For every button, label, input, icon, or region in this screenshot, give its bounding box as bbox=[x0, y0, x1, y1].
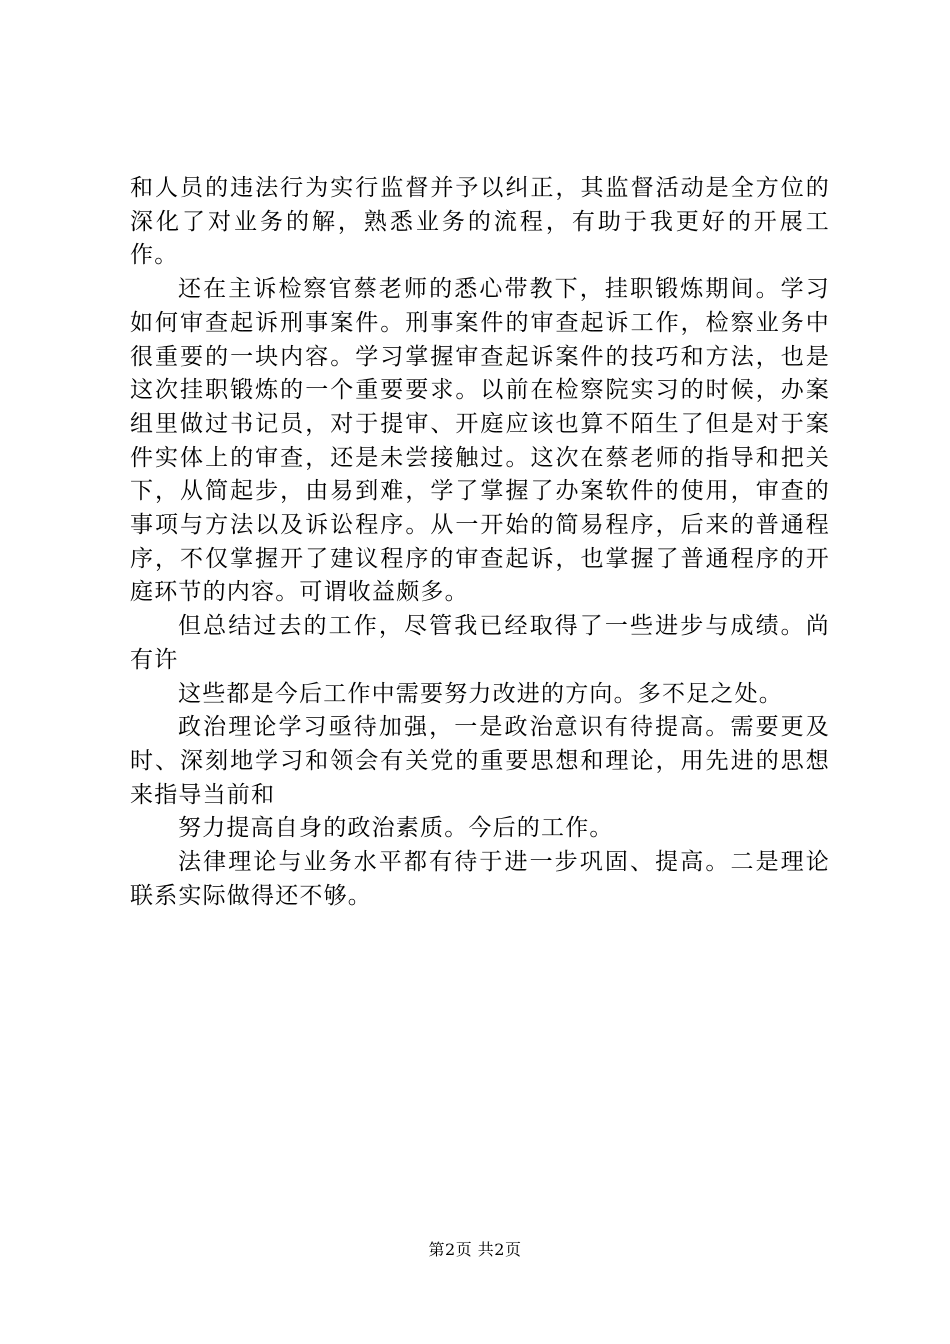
page-footer bbox=[0, 1240, 950, 1260]
paragraph-7: 法律理论与业务水平都有待于进一步巩固、提高。二是理论联系实际做得还不够。 bbox=[130, 849, 830, 909]
paragraph-4: 这些都是今后工作中需要努力改进的方向。多不足之处。 bbox=[178, 680, 783, 707]
paragraph-5: 政治理论学习亟待加强，一是政治意识有待提高。需要更及时、深刻地学习和领会有关党的重要思想和理论，用先进的思想来指导当前和 bbox=[130, 714, 830, 808]
paragraph-2: 还在主诉检察官蔡老师的悉心带教下，挂职锻炼期间。学习如何审查起诉刑事案件。刑事案件的审查起诉工作，检察业务中很重要的一块内容。学习掌握审查起诉案件的技巧和方法，也是这次挂职锻炼的一个重要要求。以前在检察院实习的时候，办案组里做过书记员，对于提审、开庭应该也算不陌生了但是对于案件实体上的审查，还是未尝接触过。这次在蔡老师的指导和把关下，从简起步，由易到难，学了掌握了办案软件的使用，审查的事项与方法以及诉讼程序。从一开始的简易程序，后来的普通程序，不仅掌握开了建议程序的审查起诉，也掌握了普通程序的开庭环节的内容。可谓收益颇多。 bbox=[130, 276, 830, 606]
paragraph-1: 和人员的违法行为实行监督并予以纠正，其监督活动是全方位的深化了对业务的解，熟悉业务的流程，有助于我更好的开展工作。 bbox=[130, 175, 830, 269]
paragraph-3: 但总结过去的工作，尽管我已经取得了一些进步与成绩。尚有许 bbox=[130, 613, 830, 673]
page-number-label: 第2页 共2页 bbox=[428, 1240, 522, 1259]
paragraph-6: 努力提高自身的政治素质。今后的工作。 bbox=[178, 815, 614, 842]
document-body bbox=[130, 172, 830, 913]
